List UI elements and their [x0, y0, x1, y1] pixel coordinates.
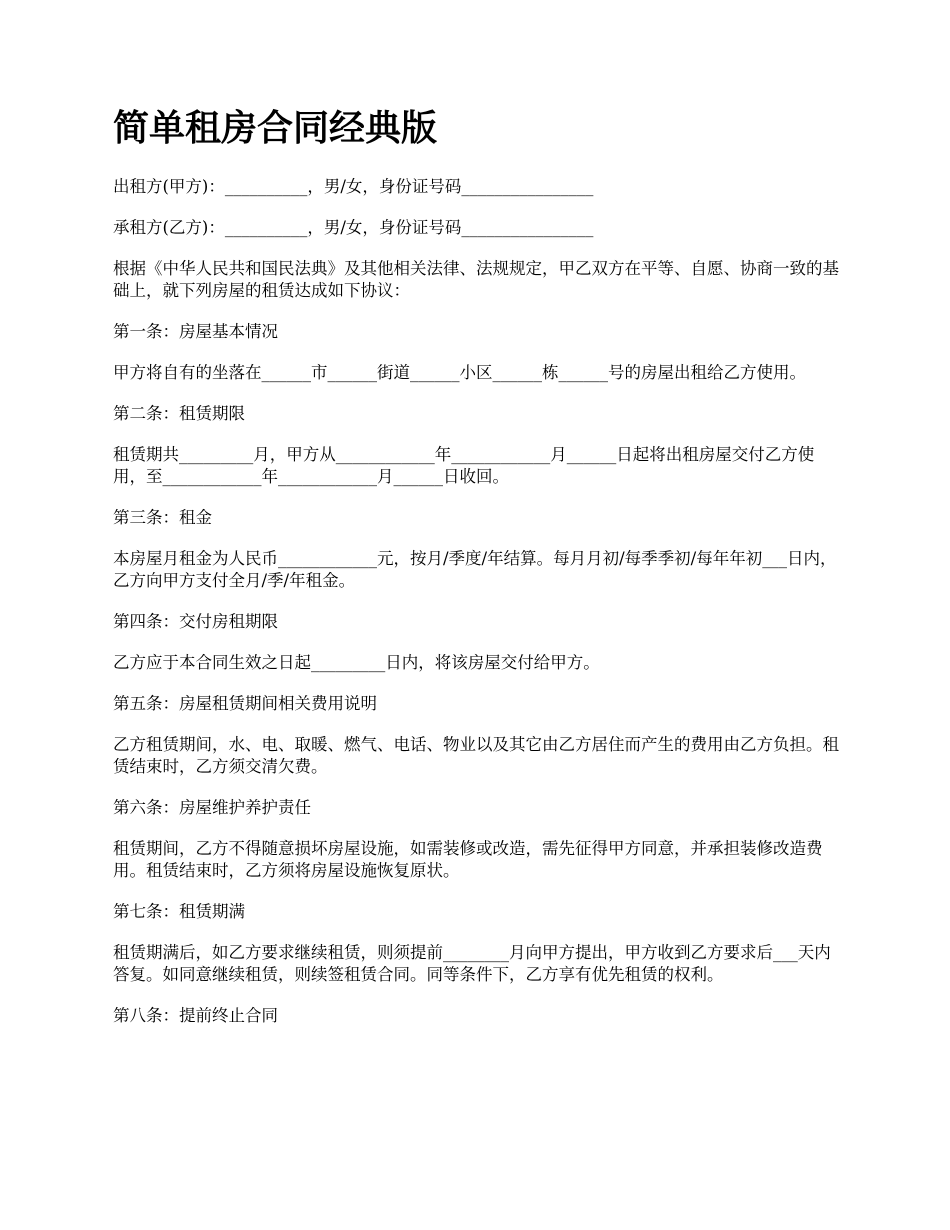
article-5-body: 乙方租赁期间，水、电、取暖、燃气、电话、物业以及其它由乙方居住而产生的费用由乙方负担。租赁结束时，乙方须交清欠费。: [113, 735, 839, 776]
article-4-body: 乙方应于本合同生效之日起_________日内，将该房屋交付给甲方。: [113, 653, 600, 672]
document-page: [113, 104, 843, 1046]
article-6-heading: 第六条：房屋维护养护责任: [113, 798, 311, 817]
article-6-body: 租赁期间，乙方不得随意损坏房屋设施，如需装修或改造，需先征得甲方同意，并承担装修改造费用。租赁结束时，乙方须将房屋设施恢复原状。: [113, 839, 823, 880]
document-title: 简单租房合同经典版: [113, 108, 438, 149]
party-a-line: 出租方(甲方)：__________，男/女，身份证号码________________: [113, 177, 594, 196]
article-8-heading: 第八条：提前终止合同: [113, 1006, 278, 1025]
article-2-body: 租赁期共_________月，甲方从____________年____________月______日起将出租房屋交付乙方使用，至____________年____________月______日收回。: [113, 445, 815, 486]
article-1-heading: 第一条：房屋基本情况: [113, 322, 278, 341]
article-7-body: 租赁期满后，如乙方要求继续租赁，则须提前________月向甲方提出，甲方收到乙方要求后___天内答复。如同意继续租赁，则续签租赁合同。同等条件下，乙方享有优先租赁的权利。: [113, 943, 831, 984]
article-2-heading: 第二条：租赁期限: [113, 404, 245, 423]
party-b-line: 承租方(乙方)：__________，男/女，身份证号码________________: [113, 218, 594, 237]
article-3-body: 本房屋月租金为人民币____________元，按月/季度/年结算。每月月初/每季季初/每年年初___日内，乙方向甲方支付全月/季/年租金。: [113, 549, 837, 590]
article-5-heading: 第五条：房屋租赁期间相关费用说明: [113, 694, 377, 713]
article-3-heading: 第三条：租金: [113, 508, 212, 527]
preamble-paragraph: 根据《中华人民共和国民法典》及其他相关法律、法规规定，甲乙双方在平等、自愿、协商一致的基础上，就下列房屋的租赁达成如下协议：: [113, 259, 839, 300]
article-4-heading: 第四条：交付房租期限: [113, 612, 278, 631]
article-7-heading: 第七条：租赁期满: [113, 902, 245, 921]
article-1-body: 甲方将自有的坐落在______市______街道______小区______栋______号的房屋出租给乙方使用。: [113, 363, 806, 382]
